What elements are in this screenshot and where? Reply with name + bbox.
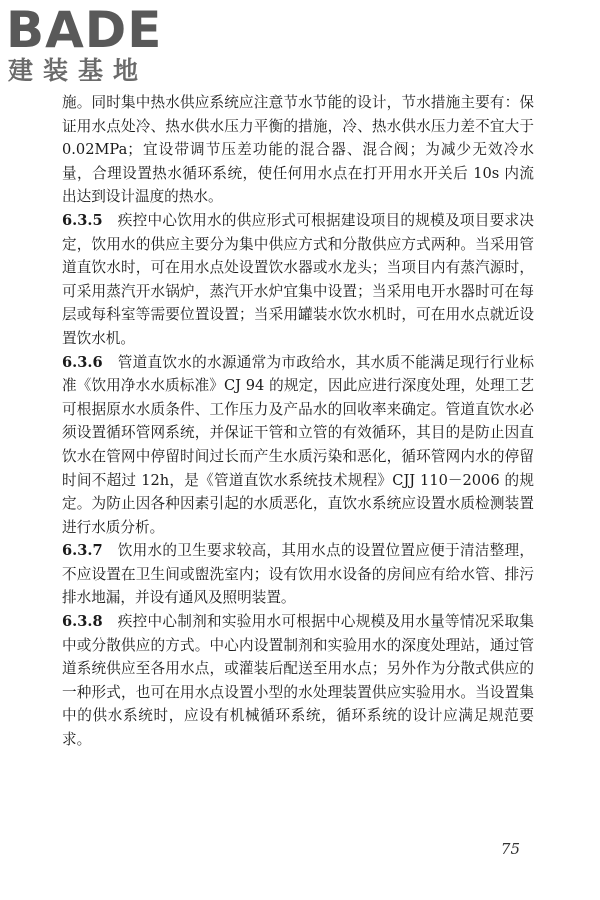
page-number: 75 bbox=[500, 840, 520, 858]
logo-subtitle: 建装基地 bbox=[8, 56, 149, 85]
paragraph-6-3-8 bbox=[62, 610, 534, 752]
section-number: 6.3.7 bbox=[62, 542, 103, 560]
section-number: 6.3.8 bbox=[62, 613, 103, 631]
paragraph-text: 施。同时集中热水供应系统应注意节水节能的设计，节水措施主要有：保证用水点处冷、热水供水压力平衡的措施，冷、热水供水压力差不宜大于 0.02MPa；宜设带调节压差功能的混合器、混合阀；为减少无效冷水量，合理设置热水循环系统，使任何用水点在打开用水开关后 10s 内流出达到设计温度的热水。 bbox=[62, 94, 534, 206]
section-number: 6.3.6 bbox=[62, 353, 103, 371]
paragraph-6-3-7 bbox=[62, 539, 534, 610]
document-body bbox=[62, 91, 534, 752]
logo-wordmark: BADE bbox=[6, 1, 163, 59]
paragraph-text: 管道直饮水的水源通常为市政给水，其水质不能满足现行行业标准《饮用净水水质标准》CJ 94 的规定，因此应进行深度处理，处理工艺可根据原水水质条件、工作压力及产品水的回收率来确定。管道直饮水必须设置循环管网系统，并保证干管和立管的有效循环，其目的是防止因直饮水在管网中停留时间过长而产生水质污染和恶化，循环管网内水的停留时间不超过 12h，是《管道直饮水系统技术规程》CJJ 110－2006 的规定。为防止因各种因素引起的水质恶化，直饮水系统应设置水质检测装置进行水质分析。 bbox=[62, 353, 534, 536]
paragraph-6-3-5 bbox=[62, 209, 534, 351]
section-number: 6.3.5 bbox=[62, 211, 103, 229]
paragraph-continuation bbox=[62, 91, 534, 209]
paragraph-text: 疾控中心制剂和实验用水可根据中心规模及用水量等情况采取集中或分散供应的方式。中心内设置制剂和实验用水的深度处理站，通过管道系统供应至各用水点，或灌装后配送至用水点；另外作为分散式供应的一种形式，也可在用水点设置小型的水处理装置供应实验用水。当设置集中的供水系统时，应设有机械循环系统，循环系统的设计应满足规范要求。 bbox=[62, 613, 534, 749]
paragraph-text: 疾控中心饮用水的供应形式可根据建设项目的规模及项目要求决定，饮用水的供应主要分为集中供应方式和分散供应方式两种。当采用管道直饮水时，可在用水点处设置饮水器或水龙头；当项目内有蒸汽源时，可采用蒸汽开水锅炉，蒸汽开水炉宜集中设置；当采用电开水器时可在每层或每科室等需要位置设置；当采用罐装水饮水机时，可在用水点就近设置饮水机。 bbox=[62, 211, 534, 347]
paragraph-text: 饮用水的卫生要求较高，其用水点的设置位置应便于清洁整理，不应设置在卫生间或盥洗室内；设有饮用水设备的房间应有给水管、排污排水地漏，并设有通风及照明装置。 bbox=[62, 542, 534, 607]
brand-logo bbox=[6, 1, 186, 90]
paragraph-6-3-6 bbox=[62, 351, 534, 540]
